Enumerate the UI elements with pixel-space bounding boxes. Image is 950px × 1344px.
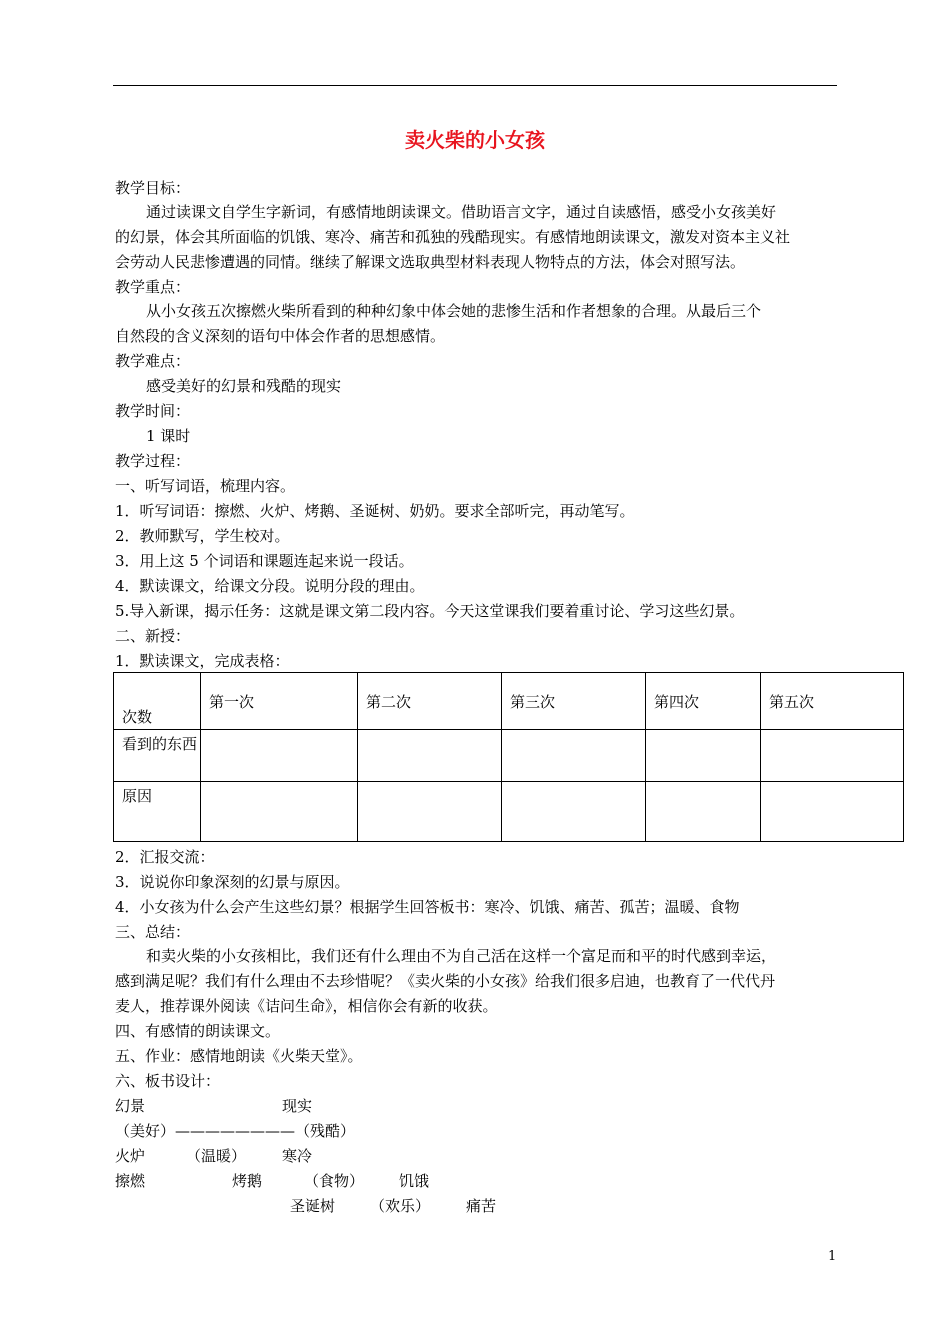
s1-item: 3．用上这 5 个词语和课题连起来说一段话。 xyxy=(115,552,414,570)
goal-line: 通过读课文自学生字新词，有感情地朗读课文。借助语言文字，通过自读感悟，感受小女孩美好 xyxy=(146,203,777,221)
section-1-heading: 一、听写词语，梳理内容。 xyxy=(115,477,296,495)
s2-item: 4．小女孩为什么会产生这些幻景？根据学生回答板书：寒冷、饥饿、痛苦、孤苦；温暖、食物 xyxy=(115,898,740,916)
board-text: （食物） xyxy=(304,1172,365,1190)
fantasy-table xyxy=(113,672,904,842)
summary-line: 麦人，推荐课外阅读《诘问生命》，相信你会有新的收获。 xyxy=(115,997,498,1015)
table-cell xyxy=(646,782,761,842)
page-number: 1 xyxy=(828,1249,837,1264)
goal-line: 的幻景，体会其所面临的饥饿、寒冷、痛苦和孤独的残酷现实。有感情地朗读课文，激发对资本主义社 xyxy=(115,228,791,246)
header-rule xyxy=(113,85,837,86)
table-row xyxy=(114,730,904,782)
difficulty-text: 感受美好的幻景和残酷的现实 xyxy=(146,377,342,395)
summary-paragraph xyxy=(115,944,837,1019)
board-text: 现实 xyxy=(282,1097,313,1115)
table-cell xyxy=(761,730,904,782)
key-line: 自然段的含义深刻的语句中体会作者的思想感情。 xyxy=(115,327,446,345)
difficulty-heading: 教学难点： xyxy=(115,352,191,370)
table-cell xyxy=(646,730,761,782)
table-header-cell: 第三次 xyxy=(502,673,646,730)
s2-item: 2．汇报交流： xyxy=(115,848,215,866)
board-text: 烤鹅 xyxy=(232,1172,263,1190)
s1-item: 5.导入新课，揭示任务：这就是课文第二段内容。今天这堂课我们要着重讨论、学习这些幻景。 xyxy=(115,602,745,620)
process-heading: 教学过程： xyxy=(115,452,191,470)
table-cell xyxy=(201,730,358,782)
summary-line: 感到满足呢？我们有什么理由不去珍惜呢？《卖火柴的小女孩》给我们很多启迪，也教育了一代代丹 xyxy=(115,972,776,990)
s2-item: 1．默读课文，完成表格： xyxy=(115,652,290,670)
board-text: 火炉 xyxy=(115,1147,146,1165)
board-text: （温暖） xyxy=(186,1147,247,1165)
goal-heading: 教学目标： xyxy=(115,179,191,197)
time-heading: 教学时间： xyxy=(115,402,191,420)
table-cell xyxy=(502,782,646,842)
s1-item: 4．默读课文，给课文分段。说明分段的理由。 xyxy=(115,577,425,595)
table-header-cell: 第一次 xyxy=(201,673,358,730)
table-cell xyxy=(502,730,646,782)
table-row-label: 原因 xyxy=(114,782,201,842)
board-text: （美好）————————（残酷） xyxy=(115,1122,356,1140)
table-cell xyxy=(358,730,502,782)
table-row xyxy=(114,782,904,842)
goal-line: 会劳动人民悲惨遭遇的同情。继续了解课文选取典型材料表现人物特点的方法，体会对照写法。 xyxy=(115,253,746,271)
board-text: 寒冷 xyxy=(282,1147,313,1165)
section-3-heading: 三、总结： xyxy=(115,923,191,941)
key-paragraph xyxy=(115,299,837,349)
table-cell xyxy=(761,782,904,842)
board-text: 痛苦 xyxy=(466,1197,497,1215)
table-header-cell: 第二次 xyxy=(358,673,502,730)
s1-item: 1．听写词语：擦燃、火炉、烤鹅、圣诞树、奶奶。要求全部听完，再动笔写。 xyxy=(115,502,635,520)
goal-paragraph xyxy=(115,200,837,275)
board-text: 饥饿 xyxy=(399,1172,430,1190)
table-header-cell: 次数 xyxy=(114,673,201,730)
key-heading: 教学重点： xyxy=(115,278,191,296)
s1-item: 2．教师默写，学生校对。 xyxy=(115,527,290,545)
section-5-heading: 五、作业：感情地朗读《火柴天堂》。 xyxy=(115,1047,363,1065)
table-cell xyxy=(201,782,358,842)
table-header-cell: 第五次 xyxy=(761,673,904,730)
section-4-heading: 四、有感情的朗读课文。 xyxy=(115,1022,281,1040)
time-text: 1 课时 xyxy=(146,427,191,445)
table-cell xyxy=(358,782,502,842)
board-text: 幻景 xyxy=(115,1097,146,1115)
s2-item: 3．说说你印象深刻的幻景与原因。 xyxy=(115,873,350,891)
key-line: 从小女孩五次擦燃火柴所看到的种种幻象中体会她的悲惨生活和作者想象的合理。从最后三个 xyxy=(146,302,762,320)
board-text: 擦燃 xyxy=(115,1172,146,1190)
section-2-heading: 二、新授： xyxy=(115,627,191,645)
table-row-label: 看到的东西 xyxy=(114,730,201,782)
section-6-heading: 六、板书设计： xyxy=(115,1072,221,1090)
table-header-row xyxy=(114,673,904,730)
page-title: 卖火柴的小女孩 xyxy=(405,128,545,152)
board-text: 圣诞树 xyxy=(290,1197,336,1215)
table-header-cell: 第四次 xyxy=(646,673,761,730)
board-text: （欢乐） xyxy=(370,1197,431,1215)
summary-line: 和卖火柴的小女孩相比，我们还有什么理由不为自己活在这样一个富足而和平的时代感到幸运， xyxy=(146,947,777,965)
